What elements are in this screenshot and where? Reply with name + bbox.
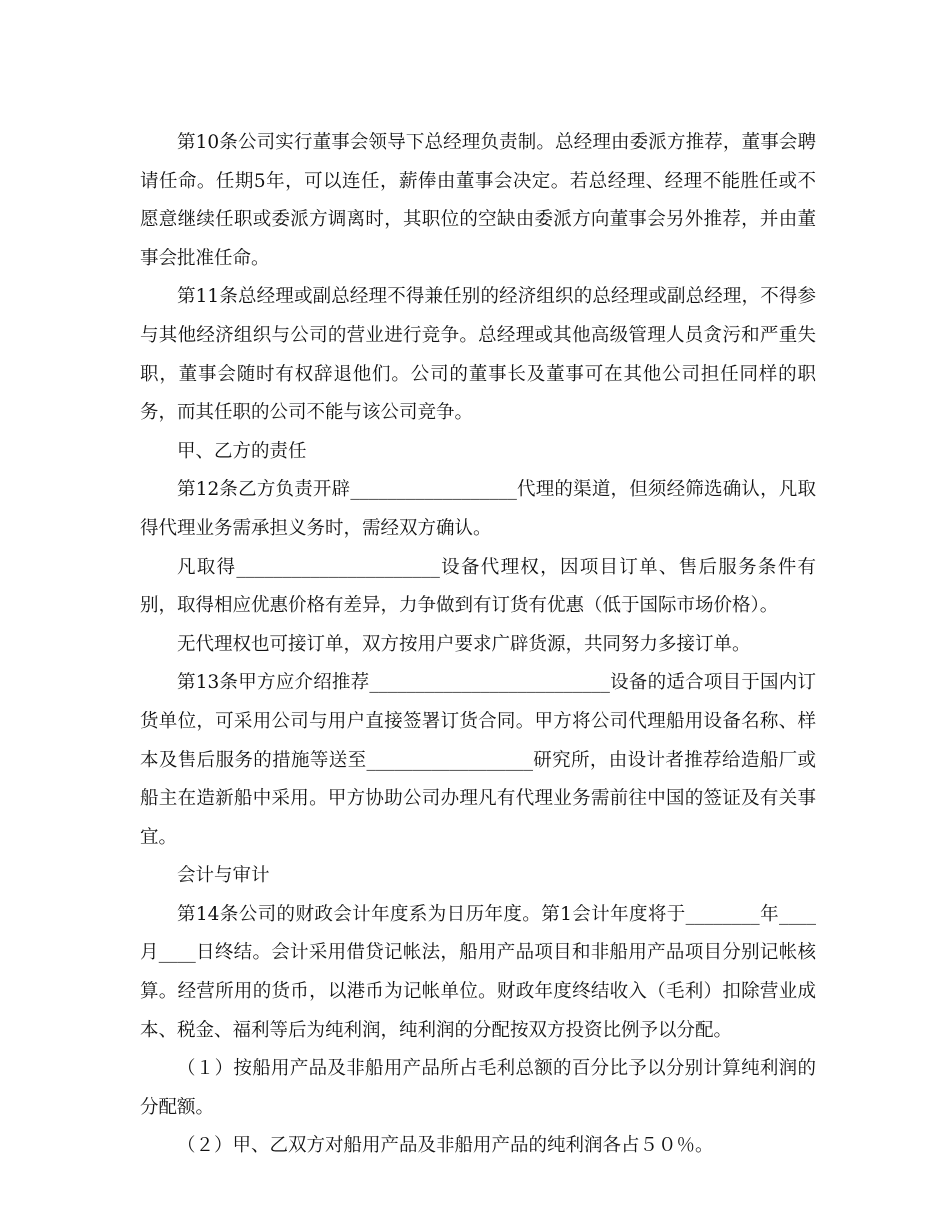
item-2: （２）甲、乙双方对船用产品及非船用产品的纯利润各占５０％。 xyxy=(177,1135,714,1157)
section-accounting: 会计与审计 xyxy=(177,865,270,887)
item-1: （１）按船用产品及非船用产品所占毛利总额的百分比予以分别计算纯利润的分配额。 xyxy=(140,1058,816,1118)
article-11: 第11条总经理或副总经理不得兼任别的经济组织的总经理或副总经理，不得参与其他经济组织与公司的营业进行竞争。总经理或其他高级管理人员贪污和严重失职，董事会随时有权辞退他们。公司的董事长及董事可在其他公司担任同样的职务，而其任职的公司不能与该公司竞争。 xyxy=(140,286,816,424)
section-responsibilities: 甲、乙方的责任 xyxy=(177,440,307,462)
paragraph-no-agency: 无代理权也可接订单，双方按用户要求广辟货源，共同努力多接订单。 xyxy=(177,633,751,655)
paragraph-agency: 凡取得______________________设备代理权，因项目订单、售后服务条件有别，取得相应优惠价格有差异，力争做到有订货有优惠（低于国际市场价格）。 xyxy=(140,556,816,617)
article-10: 第10条公司实行董事会领导下总经理负责制。总经理由委派方推荐，董事会聘请任命。任期5年，可以连任，薪俸由董事会决定。若总经理、经理不能胜任或不愿意继续任职或委派方调离时，其职位的空缺由委派方向董事会另外推荐，并由董事会批准任命。 xyxy=(140,132,816,269)
article-14: 第14条公司的财政会计年度系为日历年度。第1会计年度将于________年____月____日终结。会计采用借贷记帐法，船用产品项目和非船用产品项目分别记帐核算。经营所用的货币，以港币为记帐单位。财政年度终结收入（毛利）扣除营业成本、税金、福利等后为纯利润，纯利润的分配按双方投资比例予以分配。 xyxy=(140,903,816,1041)
article-12: 第12条乙方负责开辟__________________代理的渠道，但须经筛选确认，凡取得代理业务需承担义务时，需经双方确认。 xyxy=(140,479,816,539)
article-13: 第13条甲方应介绍推荐__________________________设备的适合项目于国内订货单位，可采用公司与用户直接签署订货合同。甲方将公司代理船用设备名称、样本及售后服务的措施等送至__________________研究所，由设计者推荐给造船厂或船主在造新船中采用。甲方协助公司办理凡有代理业务需前往中国的签证及有关事宜。 xyxy=(140,672,816,848)
document-body xyxy=(140,124,816,1166)
